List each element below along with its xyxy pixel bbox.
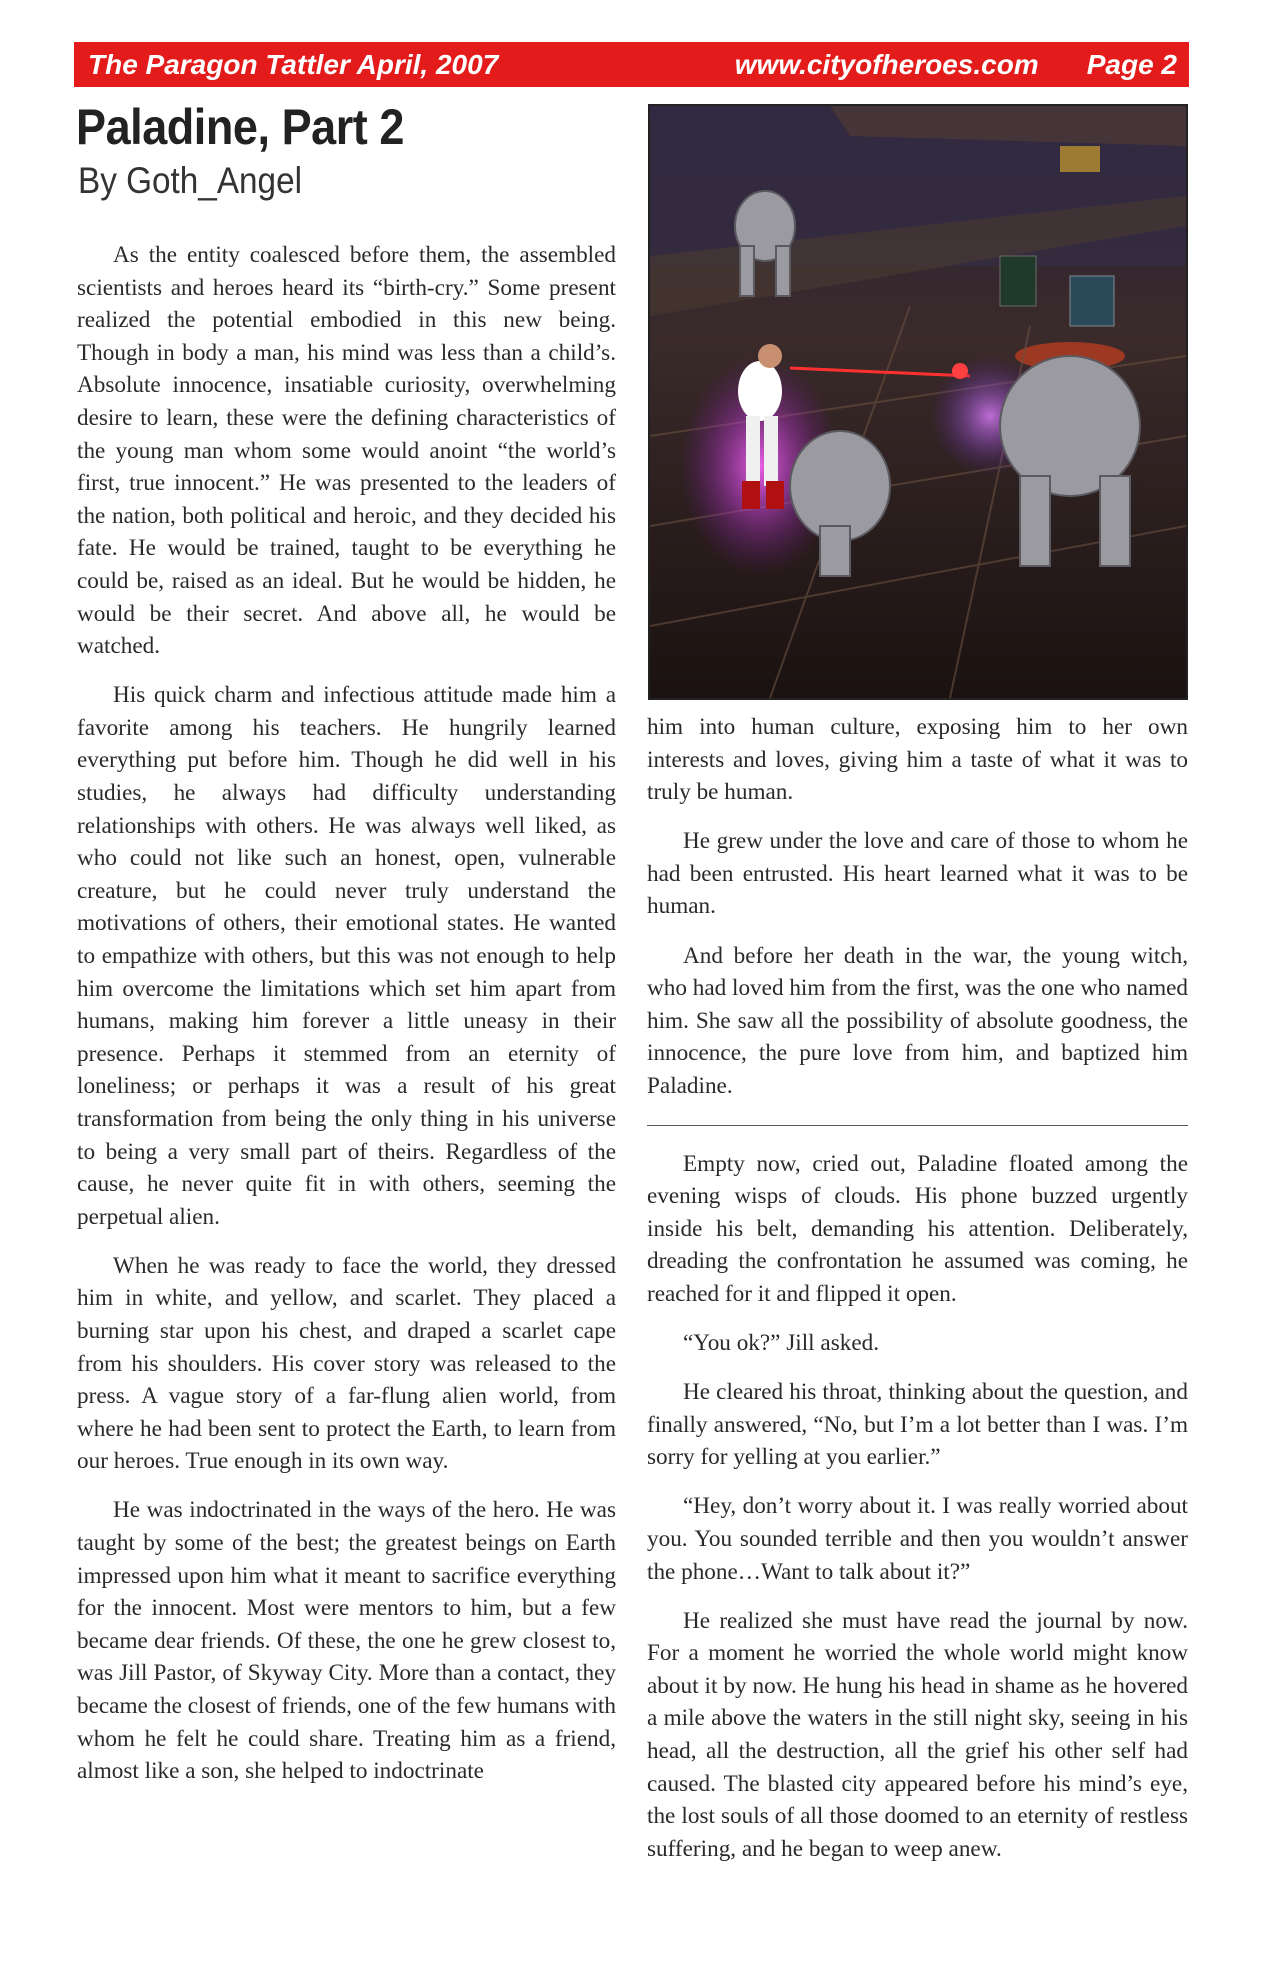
paragraph: Empty now, cried out, Paladine floated among the evening wisps of clouds. His phone buzzed urgently inside his belt, demanding his attention. Deliberately, dreading the confrontation he assumed was coming, he reached for it and flipped it open. (647, 1150, 1188, 1307)
paragraph: “You ok?” Jill asked. (683, 1330, 880, 1356)
paragraph: As the entity coalesced before them, the assembled scientists and heroes heard its “birth-cry.” Some present realized the potential embodied in this new being. Though in body a man, his mind was less than a child’s. Absolute innocence, insatiable curiosity, overwhelming desire to learn, these were the defining characteristics of the young man whom some would anoint “the world’s first, true innocent.” He was presented to the leaders of the nation, both political and heroic, and they decided his fate. He would be trained, taught to be everything he could be, raised as an ideal. But he would be hidden, he would be their secret. And above all, he would be watched. (77, 242, 616, 660)
paragraph: And before her death in the war, the young witch, who had loved him from the first, was the one who named him. She saw all the possibility of absolute goodness, the innocence, the pure love from him, and baptized him Paladine. (647, 942, 1188, 1099)
article-byline: By Goth_Angel (78, 160, 303, 201)
publication-title: The Paragon Tattler April, 2007 (88, 48, 499, 80)
paragraph: He cleared his throat, thinking about the question, and finally answered, “No, but I’m a lot better than I was. I’m sorry for yelling at you earlier.” (647, 1379, 1188, 1471)
article-column-2 (647, 711, 1188, 1882)
paragraph: His quick charm and infectious attitude made him a favorite among his teachers. He hungrily learned everything put before him. Though he did well in his studies, he always had difficulty understanding relationships with others. He was always well liked, as who could not like such an honest, open, vulnerable creature, but he could never truly understand the motivations of others, their emotional states. He wanted to empathize with others, but this was not enough to help him overcome the limitations which set him apart from humans, making him forever a little uneasy in their presence. Perhaps it stemmed from an eternity of loneliness; or perhaps it was a result of his great transformation from being the only thing in his universe to being a very small part of theirs. Regardless of the cause, he never quite fit in with others, seeming the perpetual alien. (77, 682, 616, 1230)
article-column-1 (77, 239, 616, 1804)
paragraph: him into human culture, exposing him to her own interests and loves, giving him a taste of what it was to truly be human. (647, 714, 1188, 806)
paragraph: He realized she must have read the journal by now. For a moment he worried the whole world might know about it by now. He hung his head in shame as he hovered a mile above the waters in the still night sky, seeing in his head, all the destruction, all the grief his other self had caused. The blasted city appeared before his mind’s eye, the lost souls of all those doomed to an eternity of restless suffering, and he began to weep anew. (647, 1607, 1188, 1862)
page-header (74, 42, 1189, 87)
paragraph: “Hey, don’t worry about it. I was really worried about you. You sounded terrible and then you wouldn’t answer the phone…Want to talk about it?” (647, 1493, 1188, 1585)
paragraph: He was indoctrinated in the ways of the hero. He was taught by some of the best; the greatest beings on Earth impressed upon him what it meant to sacrifice everything for the innocent. Most were mentors to him, but a few became dear friends. Of these, the one he grew closest to, was Jill Pastor, of Skyway City. More than a contact, they became the closest of friends, one of the few humans with whom he felt he could share. Treating him as a friend, almost like a son, she helped to indoctrinate (77, 1497, 616, 1785)
article-title: Paladine, Part 2 (76, 99, 404, 155)
game-screenshot-image (648, 104, 1188, 700)
section-divider (647, 1125, 1188, 1126)
scene-illustration (650, 106, 1186, 698)
paragraph: He grew under the love and care of those to whom he had been entrusted. His heart learned what it was to be human. (647, 828, 1188, 920)
paragraph: When he was ready to face the world, they dressed him in white, and yellow, and scarlet. They placed a burning star upon his chest, and draped a scarlet cape from his shoulders. His cover story was released to the press. A vague story of a far-flung alien world, from where he had been sent to protect the Earth, to learn from our heroes. True enough in its own way. (77, 1252, 616, 1475)
website-url[interactable]: www.cityofheroes.com (734, 48, 1039, 80)
page-number: Page 2 (1086, 48, 1177, 80)
